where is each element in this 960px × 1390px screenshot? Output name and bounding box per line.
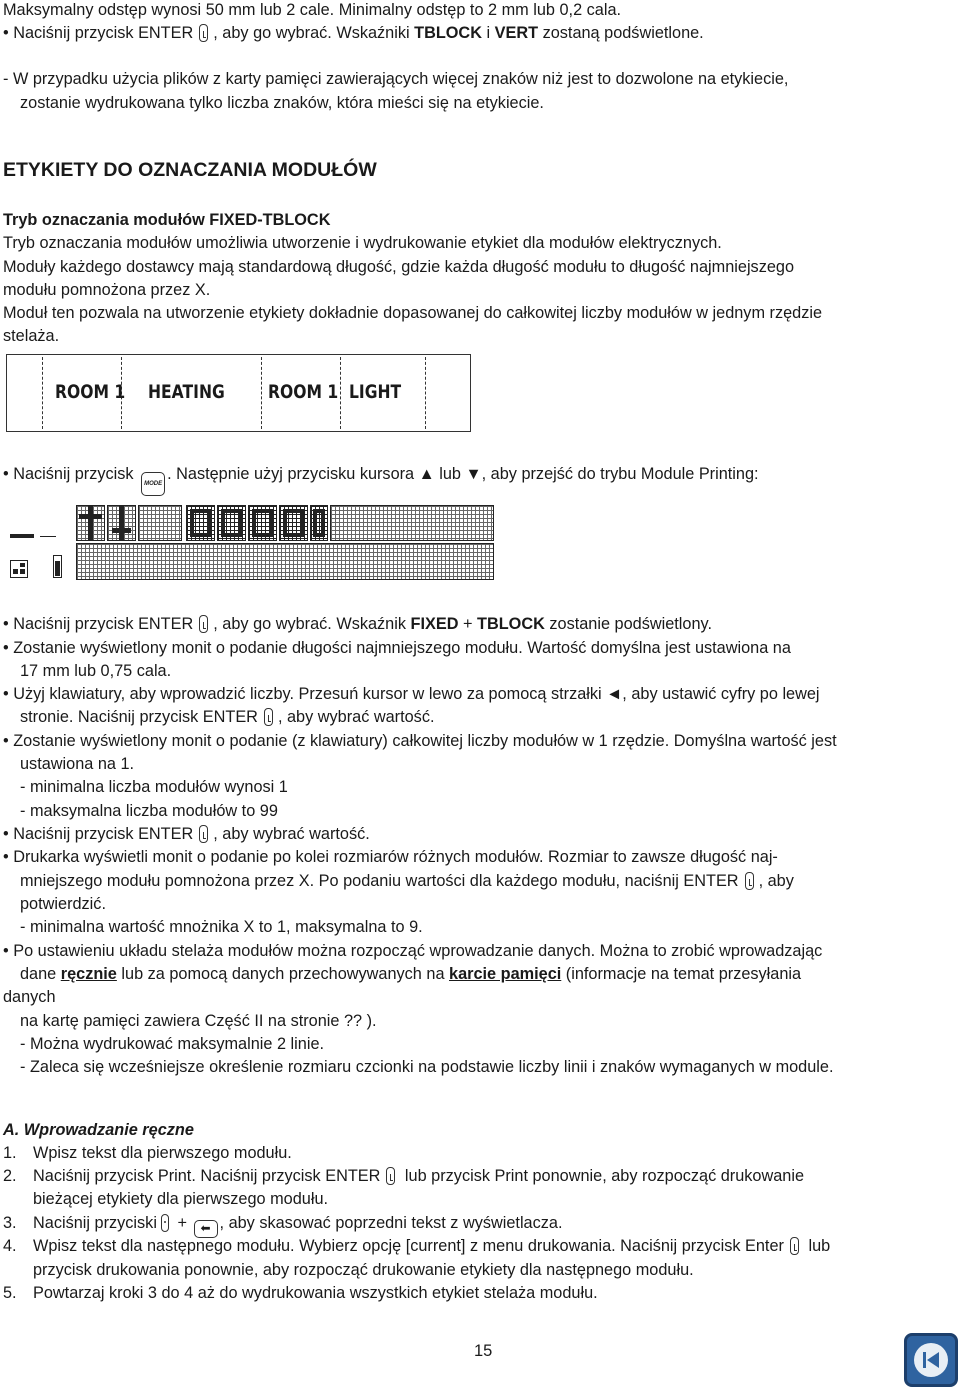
- battery-icon: [53, 555, 62, 578]
- enter-key-icon: [790, 1237, 799, 1255]
- lcd-char-cell: [310, 505, 328, 541]
- paragraph-2a: Moduły każdego dostawcy mają standardową długość, gdzie każda długość modułu to długość najmniejszego: [3, 258, 795, 276]
- bullet-7d: na kartę pamięci zawiera Część II na stronie ?? ).: [20, 1012, 377, 1030]
- step-4a: Wpisz tekst dla następnego modułu. Wybierz opcję [current] z menu drukowania. Naciśnij przycisk Enter lub: [33, 1237, 831, 1255]
- page-number: 15: [474, 1342, 493, 1360]
- lcd-indicator: [10, 534, 34, 538]
- mode-key-icon: MODE: [141, 472, 165, 496]
- bullet-3a: • Użyj klawiatury, aby wprowadzić liczby. Przesuń kursor w lewo za pomocą strzałki ◄, aby ustawić cyfry po lewej: [3, 685, 820, 703]
- bullet-7e: - Można wydrukować maksymalnie 2 linie.: [20, 1035, 325, 1053]
- module-divider: [42, 357, 43, 429]
- paragraph-1: Tryb oznaczania modułów umożliwia utworzenie i wydrukowanie etykiet dla modułów elektrycznych.: [3, 234, 722, 252]
- enter-key-icon: [264, 708, 273, 726]
- enter-key-icon: [199, 24, 208, 42]
- step-1-number: 1.: [3, 1144, 17, 1162]
- label-example: [6, 354, 471, 432]
- skip-back-icon: [919, 1348, 943, 1372]
- enter-key-icon: [386, 1167, 395, 1185]
- note-line-1: - W przypadku użycia plików z karty pamięci zawierających więcej znaków niż jest to dozwolone na etykiecie,: [3, 70, 789, 88]
- step-5-number: 5.: [3, 1284, 17, 1302]
- lcd-char-cell: [217, 505, 246, 541]
- bullet-4a: • Zostanie wyświetlony monit o podanie (z klawiatury) całkowitej liczby modułów w 1 rzędzie. Domyślna wartość jest: [3, 732, 837, 750]
- shift-key-icon: [161, 1214, 169, 1232]
- bullet-7b: dane ręcznie lub za pomocą danych przechowywanych na karcie pamięci (informacje na temat przesyłania: [20, 965, 802, 983]
- bullet-6d: - minimalna wartość mnożnika X to 1, maksymalna to 9.: [20, 918, 423, 936]
- mode-step: • Naciśnij przycisk MODE. Następnie użyj przycisku kursora ▲ lub ▼, aby przejść do trybu Module Printing:: [3, 464, 759, 496]
- enter-key-icon: [745, 872, 754, 890]
- step-1: Wpisz tekst dla pierwszego modułu.: [33, 1144, 292, 1162]
- step-3: Naciśnij przyciski + ⬅ , aby skasować poprzedni tekst z wyświetlacza.: [33, 1213, 562, 1238]
- top-line-2: • Naciśnij przycisk ENTER , aby go wybrać. Wskaźniki TBLOCK i VERT zostaną podświetlone.: [3, 24, 704, 42]
- lcd-char-cell: [138, 505, 182, 541]
- module-divider: [340, 357, 341, 429]
- manual-heading: A. Wprowadzanie ręczne: [3, 1121, 194, 1139]
- label-module-text: ROOM 1: [55, 381, 126, 403]
- enter-key-icon: [199, 825, 208, 843]
- enter-key-icon: [199, 615, 208, 633]
- first-page-nav-button[interactable]: [904, 1333, 958, 1387]
- note-line-2: zostanie wydrukowana tylko liczba znaków, która mieści się na etykiecie.: [20, 94, 544, 112]
- paragraph-3a: Moduł ten pozwala na utworzenie etykiety dokładnie dopasowanej do całkowitej liczby modułów w jednym rzędzie: [3, 304, 823, 322]
- bullet-5: • Naciśnij przycisk ENTER , aby wybrać wartość.: [3, 825, 370, 843]
- module-divider: [425, 357, 426, 429]
- lcd-char-row: [76, 543, 494, 580]
- bullet-3b: stronie. Naciśnij przycisk ENTER , aby wybrać wartość.: [20, 708, 435, 726]
- paragraph-3b: stelaża.: [3, 327, 60, 345]
- bullet-1: • Naciśnij przycisk ENTER , aby go wybrać. Wskaźnik FIXED + TBLOCK zostanie podświetlony.: [3, 615, 712, 633]
- grid-icon: [10, 560, 28, 578]
- lcd-char-cell: [76, 505, 105, 541]
- step-2a: Naciśnij przycisk Print. Naciśnij przycisk ENTER lub przycisk Print ponownie, aby rozpocząć drukowanie: [33, 1167, 805, 1185]
- module-divider: [261, 357, 262, 429]
- label-module-text: LIGHT: [349, 381, 402, 403]
- step-4b: przycisk drukowania ponownie, aby rozpocząć drukowanie etykiety dla następnego modułu.: [33, 1261, 694, 1279]
- bullet-6c: potwierdzić.: [20, 895, 106, 913]
- bullet-2b: 17 mm lub 0,75 cala.: [20, 662, 172, 680]
- lcd-char-cell: [107, 505, 136, 541]
- bullet-2a: • Zostanie wyświetlony monit o podanie długości najmniejszego modułu. Wartość domyślna jest ustawiona na: [3, 639, 791, 657]
- step-4-number: 4.: [3, 1237, 17, 1255]
- bullet-7c: danych: [3, 988, 56, 1006]
- lcd-indicator: [40, 536, 56, 537]
- bullet-6a: • Drukarka wyświetli monit o podanie po kolei rozmiarów różnych modułów. Rozmiar to zawsze długość naj-: [3, 848, 778, 866]
- backspace-key-icon: ⬅: [194, 1220, 218, 1238]
- lcd-char-cell: [248, 505, 277, 541]
- lcd-char-cell: [279, 505, 308, 541]
- bullet-7a: • Po ustawieniu układu stelaża modułów można rozpocząć wprowadzanie danych. Można to zrobić wprowadzając: [3, 942, 823, 960]
- step-2-number: 2.: [3, 1167, 17, 1185]
- step-2b: bieżącej etykiety dla pierwszego modułu.: [33, 1190, 329, 1208]
- lcd-char-cell: [330, 505, 494, 541]
- label-module-text: ROOM 1: [268, 381, 339, 403]
- paragraph-2b: modułu pomnożona przez X.: [3, 281, 211, 299]
- bullet-7f: - Zaleca się wcześniejsze określenie rozmiaru czcionki na podstawie liczby linii i znaków wymaganych w module.: [20, 1058, 834, 1076]
- lcd-char-cell: [186, 505, 215, 541]
- lcd-display: [0, 495, 500, 590]
- step-5: Powtarzaj kroki 3 do 4 aż do wydrukowania wszystkich etykiet stelaża modułu.: [33, 1284, 598, 1302]
- bullet-6b: mniejszego modułu pomnożona przez X. Po podaniu wartości dla każdego modułu, naciśnij ENTER , aby: [20, 872, 794, 890]
- bullet-4c: - minimalna liczba modułów wynosi 1: [20, 778, 288, 796]
- section-subheading: Tryb oznaczania modułów FIXED-TBLOCK: [3, 211, 331, 229]
- bullet-4d: - maksymalna liczba modułów to 99: [20, 802, 278, 820]
- bullet-4b: ustawiona na 1.: [20, 755, 135, 773]
- section-heading: ETYKIETY DO OZNACZANIA MODUŁÓW: [3, 159, 377, 181]
- label-module-text: HEATING: [148, 381, 225, 403]
- top-line-1: Maksymalny odstęp wynosi 50 mm lub 2 cale. Minimalny odstęp to 2 mm lub 0,2 cala.: [3, 1, 622, 19]
- step-3-number: 3.: [3, 1214, 17, 1232]
